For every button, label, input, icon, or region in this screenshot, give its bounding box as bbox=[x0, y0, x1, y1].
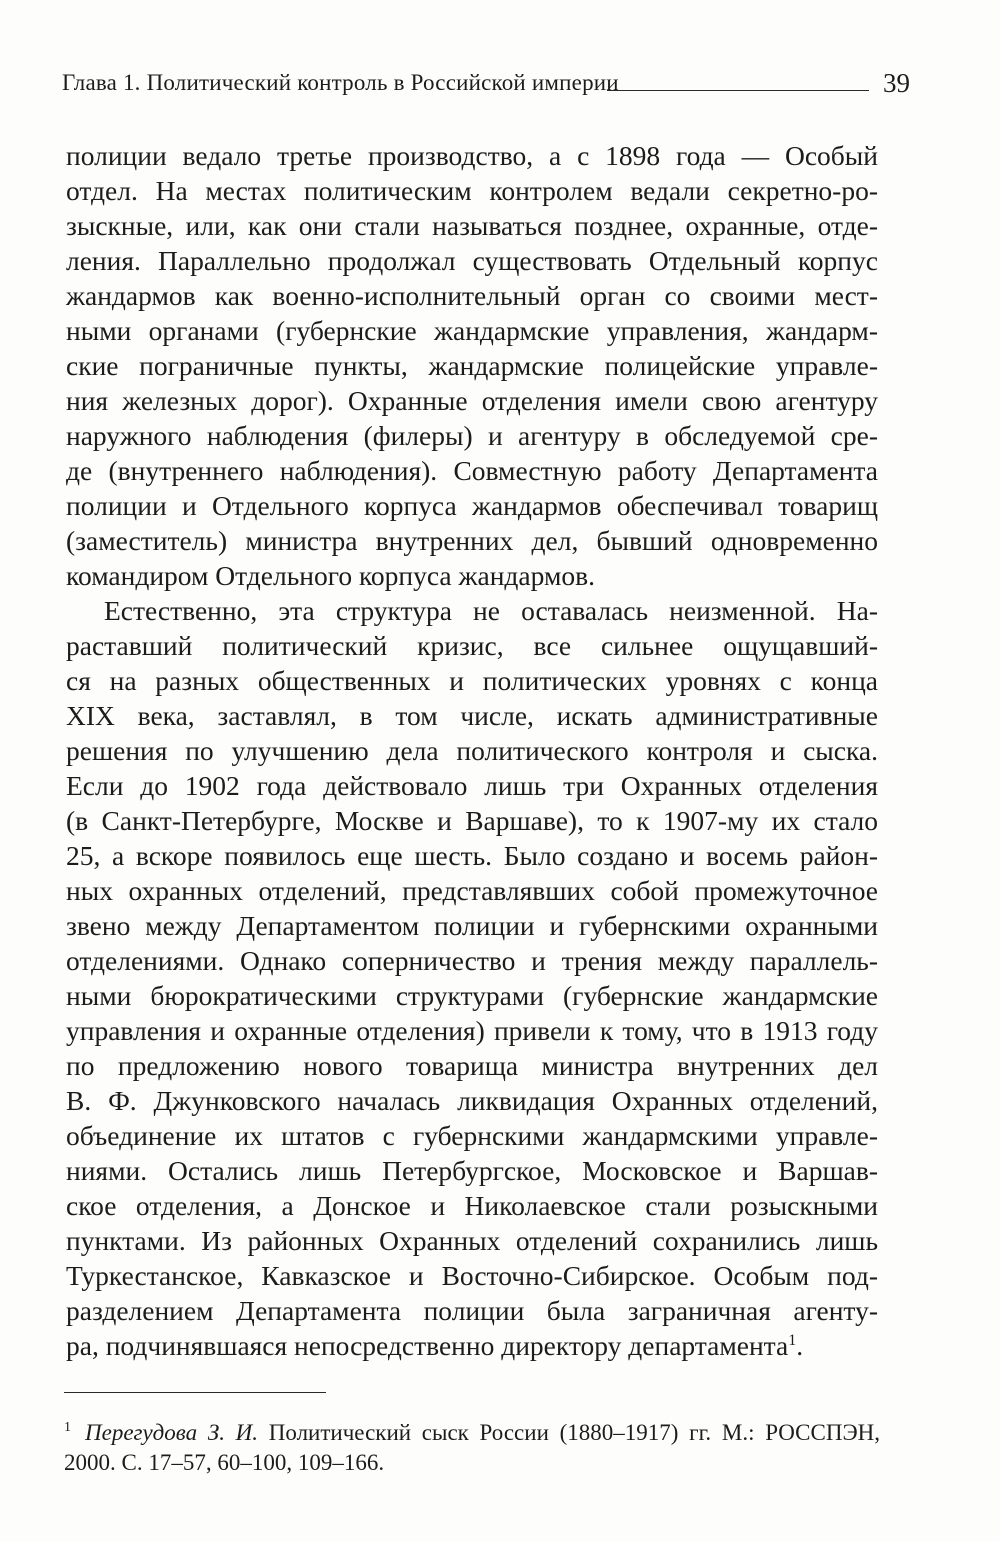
footnote-line: 2000. С. 17–57, 60–100, 109–166. bbox=[64, 1450, 385, 1475]
text-line: отдел. На местах политическим контролем ведали секретно-ро- bbox=[66, 175, 878, 206]
text-line: раставший политический кризис, все сильнее ощущавший- bbox=[66, 630, 878, 661]
text-line: ские пограничные пункты, жандармские полицейские управле- bbox=[66, 350, 878, 381]
text-line: В. Ф. Джунковского началась ликвидация Охранных отделений, bbox=[66, 1085, 878, 1116]
text-line: (заместитель) министра внутренних дел, бывший одновременно bbox=[66, 525, 878, 556]
text-line: ления. Параллельно продолжал существовать Отдельный корпус bbox=[66, 245, 878, 276]
text-line: ся на разных общественных и политических уровнях с конца bbox=[66, 665, 878, 696]
page-number: 39 bbox=[883, 68, 910, 98]
text-line-content: ра, подчинявшаяся непосредственно директору департамента bbox=[66, 1330, 789, 1361]
text-line: по предложению нового товарища министра внутренних дел bbox=[66, 1050, 878, 1081]
text-line: ными бюрократическими структурами (губернские жандармские bbox=[66, 980, 878, 1011]
text-line: объединение их штатов с губернскими жандармскими управле- bbox=[66, 1120, 878, 1151]
text-line: наружного наблюдения (филеры) и агентуру в обследуемой сре- bbox=[66, 420, 878, 451]
text-line: полиции и Отдельного корпуса жандармов обеспечивал товарищ bbox=[66, 490, 878, 521]
text-line: ния железных дорог). Охранные отделения имели свою агентуру bbox=[66, 385, 878, 416]
header-rule bbox=[607, 90, 869, 91]
text-line: зыскные, или, как они стали называться позднее, охранные, отде- bbox=[66, 210, 878, 241]
footnote-separator bbox=[64, 1392, 326, 1393]
text-line: пунктами. Из районных Охранных отделений сохранились лишь bbox=[66, 1225, 878, 1256]
text-line: (в Санкт-Петербурге, Москве и Варшаве), то к 1907-му их стало bbox=[66, 805, 878, 836]
text-line-with-footnote bbox=[66, 1328, 878, 1363]
footnote-citation: Политический сыск России (1880–1917) гг. М.: РОССПЭН, bbox=[258, 1420, 880, 1445]
paragraph-1 bbox=[66, 138, 878, 593]
text-line: отделениями. Однако соперничество и трения между параллель- bbox=[66, 945, 878, 976]
running-header bbox=[62, 66, 910, 106]
text-line: Естественно, эта структура не оставалась неизменной. На- bbox=[104, 595, 878, 626]
text-line: разделением Департамента полиции была заграничная агенту- bbox=[66, 1295, 878, 1326]
text-line: звено между Департаментом полиции и губернскими охранными bbox=[66, 910, 878, 941]
text-line: полиции ведало третье производство, а с 1898 года — Особый bbox=[66, 140, 878, 171]
footnote-number: 1 bbox=[64, 1420, 71, 1436]
chapter-title: Глава 1. Политический контроль в Российской империи bbox=[62, 70, 619, 95]
text-line: командиром Отдельного корпуса жандармов. bbox=[66, 560, 595, 591]
text-line: Туркестанское, Кавказское и Восточно-Сибирское. Особым под- bbox=[66, 1260, 878, 1291]
text-line: Если до 1902 года действовало лишь три Охранных отделения bbox=[66, 770, 878, 801]
text-line: ных охранных отделений, представлявших собой промежуточное bbox=[66, 875, 878, 906]
text-line: управления и охранные отделения) привели к тому, что в 1913 году bbox=[66, 1015, 878, 1046]
text-line: 25, а вскоре появилось еще шесть. Было создано и восемь район- bbox=[66, 840, 878, 871]
footnote-author: Перегудова З. И. bbox=[85, 1420, 259, 1445]
text-line: жандармов как военно-исполнительный орган со своими мест- bbox=[66, 280, 878, 311]
footnote-line bbox=[64, 1418, 880, 1448]
text-line: ными органами (губернские жандармские управления, жандарм- bbox=[66, 315, 878, 346]
body-text bbox=[66, 138, 878, 1363]
end-punctuation: . bbox=[796, 1330, 804, 1361]
footnote-reference[interactable]: 1 bbox=[788, 1331, 797, 1349]
text-line: де (внутреннего наблюдения). Совместную работу Департамента bbox=[66, 455, 878, 486]
text-line: XIX века, заставлял, в том числе, искать административные bbox=[66, 700, 878, 731]
text-line: ское отделения, а Донское и Николаевское стали розыскными bbox=[66, 1190, 878, 1221]
footnote bbox=[64, 1418, 880, 1478]
text-line: решения по улучшению дела политического контроля и сыска. bbox=[66, 735, 878, 766]
text-line: ниями. Остались лишь Петербургское, Московское и Варшав- bbox=[66, 1155, 878, 1186]
paragraph-2 bbox=[66, 593, 878, 1363]
